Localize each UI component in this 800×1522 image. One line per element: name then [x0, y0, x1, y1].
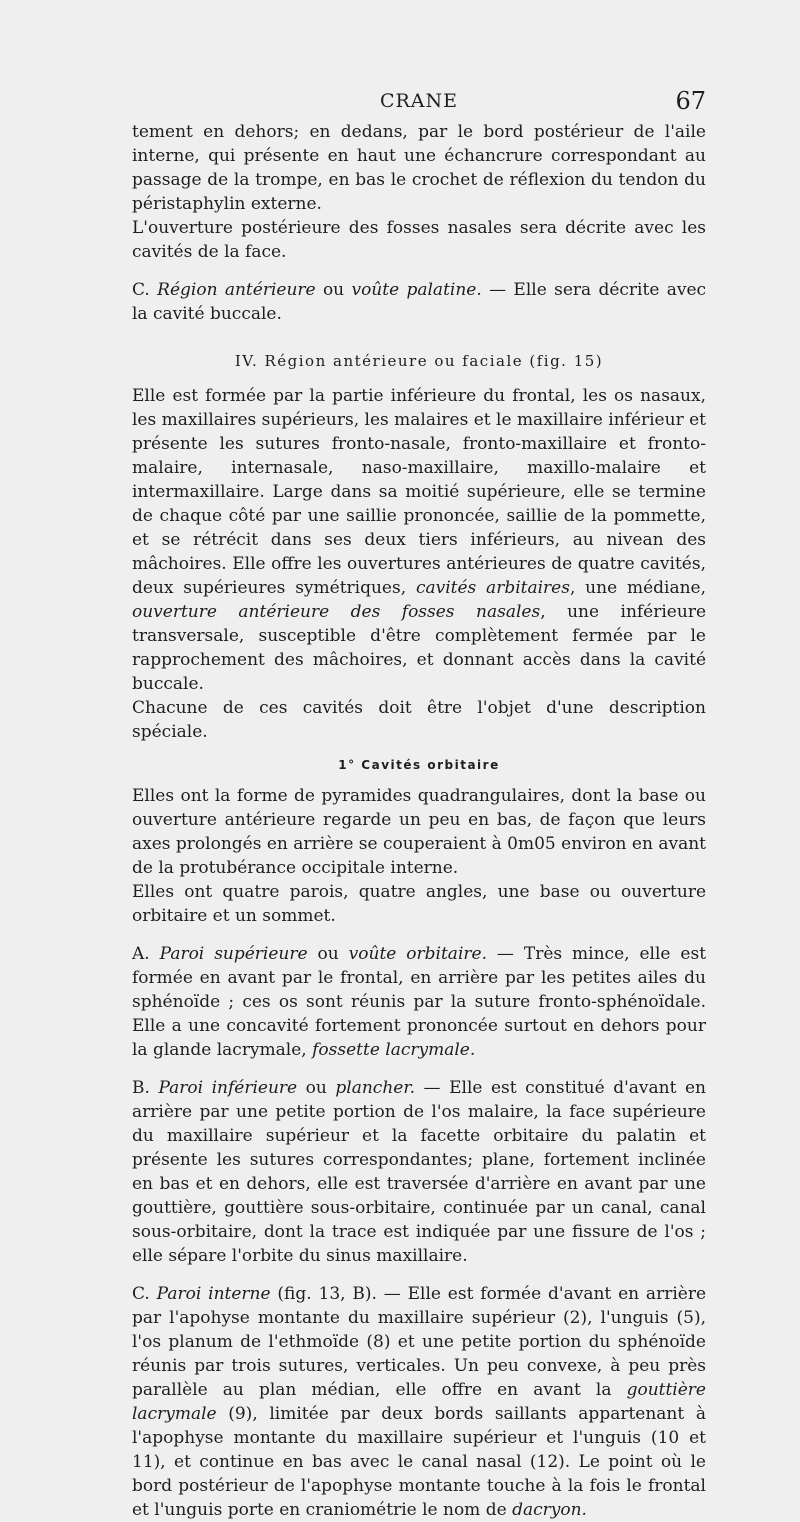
- paragraph: [132, 1076, 706, 1268]
- section-heading: IV. Région antérieure ou faciale (fig. 15): [234, 352, 604, 370]
- italic-term: Paroi supérieure: [159, 944, 308, 964]
- paragraph: Chacune de ces cavités doit être l'objet d'une description spéciale.: [132, 698, 706, 742]
- paragraph: Elles ont la forme de pyramides quadrangulaires, dont la base ou ouverture antérieure regarde un peu en bas, de façon que leurs axes prolongés en arrière se couperaient à 0m05 environ en avant de la protubérance occipitale interne.: [132, 786, 706, 878]
- italic-term: voûte orbitaire.: [348, 944, 487, 964]
- paragraph-text: (9), limitée par deux bords saillants appartenant à l'apophyse montante du maxillaire supérieur et l'unguis (10 et 11), et continue en bas avec le canal nasal (12). Le point où le bord postérieur de l'apophyse montante touche à la fois le frontal et l'unguis porte en craniométrie le nom de: [132, 1404, 707, 1520]
- paragraph: tement en dehors; en dedans, par le bord postérieur de l'aile interne, qui présente en haut une échancrure correspondant au passage de la trompe, en bas le crochet de réflexion du tendon du péristaphylin externe.: [132, 122, 706, 214]
- paragraph: Elles ont quatre parois, quatre angles, une base ou ouverture orbitaire et un sommet.: [132, 882, 706, 926]
- italic-term: cavités arbitaires: [415, 578, 570, 598]
- italic-term: plancher.: [335, 1078, 415, 1098]
- paragraph-label: B.: [132, 1078, 150, 1098]
- paragraph-text: (fig. 13, B). — Elle est formée d'avant en arrière par l'apohyse montante du maxillaire supérieur (2), l'unguis (5), l'os planum de l'ethmoïde (8) et une petite portion du sphénoïde réunis par trois sutures, verticales. Un peu convexe, à peu près parallèle au plan médian, elle offre en avant la: [132, 1284, 707, 1400]
- paragraph-label: C.: [132, 1284, 150, 1304]
- paragraph-label: A.: [132, 944, 150, 964]
- paragraph: [132, 384, 706, 696]
- paragraph: L'ouverture postérieure des fosses nasales sera décrite avec les cavités de la face.: [132, 218, 706, 262]
- connector-text: ou: [305, 1078, 327, 1098]
- italic-term: dacryon.: [512, 1500, 587, 1520]
- paragraph-text: , une médiane,: [569, 578, 706, 598]
- italic-term: Paroi interne: [156, 1284, 271, 1304]
- paragraph: [132, 278, 706, 326]
- page-header-title: CRANE: [379, 90, 459, 112]
- subsection-heading: 1° Cavités orbitaire: [338, 758, 500, 772]
- body-text: [132, 120, 706, 1522]
- italic-term: ouverture antérieure des fosses nasales: [132, 602, 541, 622]
- page-number: 67: [675, 87, 706, 115]
- paragraph-text: — Elle est constitué d'avant en arrière par une petite portion de l'os malaire, la face supérieure du maxillaire supérieur et la facette orbitaire du palatin et présente les sutures correspondantes; plane, fortement inclinée en bas et en dehors, elle est traversée d'arrière en avant par une gouttière, gouttière sous-orbitaire, continuée par un canal, canal sous-orbitaire, dont la trace est indiquée par une fissure de l'os ; elle sépare l'orbite du sinus maxillaire.: [132, 1078, 706, 1266]
- italic-term: Paroi inférieure: [158, 1078, 298, 1098]
- running-header: [132, 87, 706, 120]
- paragraph: [132, 1282, 706, 1522]
- connector-text: ou: [322, 280, 345, 300]
- connector-text: ou: [317, 944, 339, 964]
- paragraph-label: C.: [132, 280, 150, 300]
- paragraph-text: — Elle sera décrite avec la cavité buccale.: [132, 280, 707, 324]
- italic-term: voûte palatine.: [351, 280, 482, 300]
- paragraph-text: , une inférieure transversale, susceptible d'être complètement fermée par le rapprochement des mâchoires, et donnant accès dans la cavité buccale.: [132, 602, 707, 694]
- paragraph: [132, 942, 706, 1062]
- italic-term: gouttière lacrymale: [132, 1380, 706, 1424]
- italic-term: Région antérieure: [157, 280, 316, 300]
- paragraph-text: — Très mince, elle est formée en avant par le frontal, en arrière par les petites ailes du sphénoïde ; ces os sont réunis par la suture fronto-sphénoïdale. Elle a une concavité fortement prononcée surtout en dehors pour la glande lacrymale,: [132, 944, 707, 1060]
- paragraph-text: Elle est formée par la partie inférieure du frontal, les os nasaux, les maxillaires supérieurs, les malaires et le maxillaire inférieur et présente les sutures fronto-nasale, fronto-maxillaire et fronto-malaire, internasale, naso-maxillaire, maxillo-malaire et intermaxillaire. Large dans sa moitié supérieure, elle se termine de chaque côté par une saillie prononcée, saillie de la pommette, et se rétrécit dans ses deux tiers inférieurs, au nivean des mâchoires. Elle offre les ouvertures antérieures de quatre cavités, deux supérieures symétriques,: [132, 386, 706, 598]
- italic-term: fossette lacrymale.: [312, 1040, 476, 1060]
